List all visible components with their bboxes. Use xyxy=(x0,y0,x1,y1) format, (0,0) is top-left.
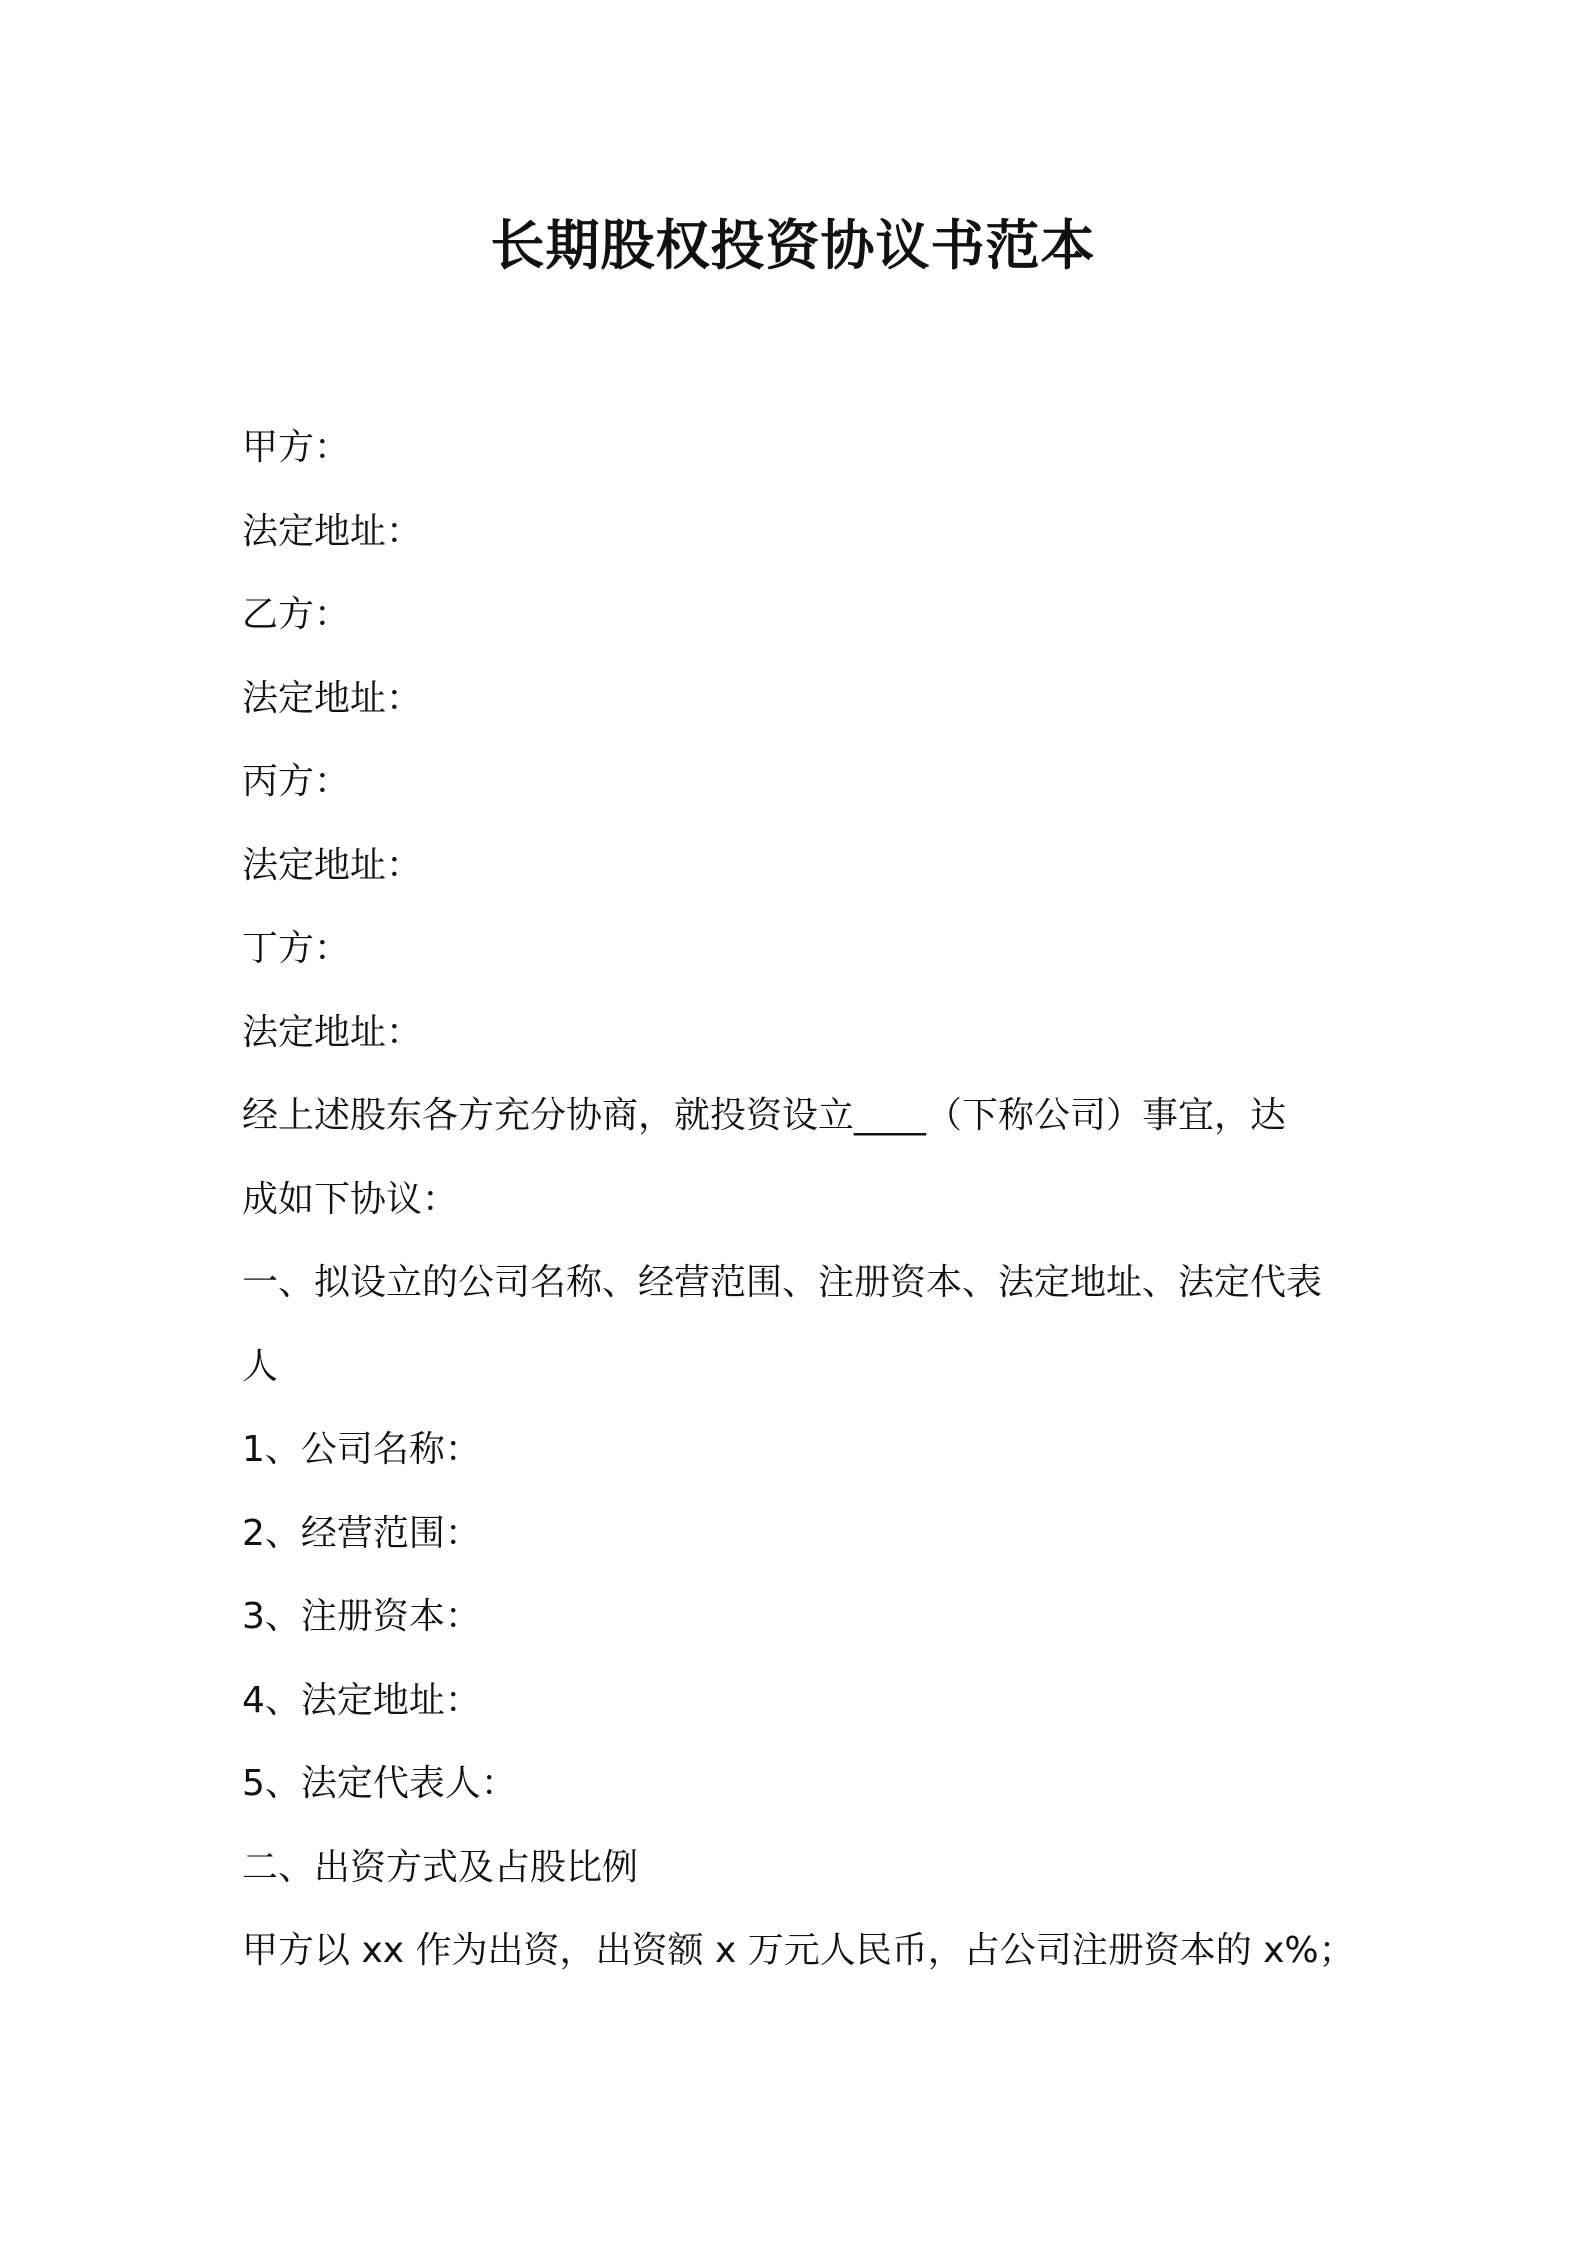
party-d-address-label: 法定地址： xyxy=(242,1011,423,1053)
preamble-line-2: 成如下协议： xyxy=(242,1178,459,1220)
legal-representative-item: 5、法定代表人： xyxy=(242,1763,517,1804)
section-1-heading-line-1: 一、拟设立的公司名称、经营范围、注册资本、法定地址、法定代表 xyxy=(242,1262,1323,1303)
party-b-label: 乙方： xyxy=(242,594,351,635)
party-a-address-label: 法定地址： xyxy=(242,510,423,552)
preamble-line-1: 经上述股东各方充分协商，就投资设立____（下称公司）事宜，达 xyxy=(242,1095,1287,1136)
party-a-label: 甲方： xyxy=(242,427,351,468)
document-body xyxy=(242,406,1362,1993)
section-2-heading: 二、出资方式及占股比例 xyxy=(242,1846,639,1888)
company-name-item: 1、公司名称： xyxy=(242,1429,481,1470)
legal-address-item: 4、法定地址： xyxy=(242,1679,481,1721)
registered-capital-item: 3、注册资本： xyxy=(242,1596,481,1637)
party-b-address-label: 法定地址： xyxy=(242,677,423,719)
document-title: 长期股权投资协议书范本 xyxy=(490,214,1096,277)
party-c-label: 丙方： xyxy=(242,761,351,802)
section-1-heading-line-2: 人 xyxy=(242,1345,279,1387)
party-c-address-label: 法定地址： xyxy=(242,844,423,886)
party-d-label: 丁方： xyxy=(242,928,351,969)
party-a-contribution-line: 甲方以 xx 作为出资，出资额 x 万元人民币，占公司注册资本的 x%； xyxy=(242,1930,1355,1971)
business-scope-item: 2、经营范围： xyxy=(242,1512,481,1554)
